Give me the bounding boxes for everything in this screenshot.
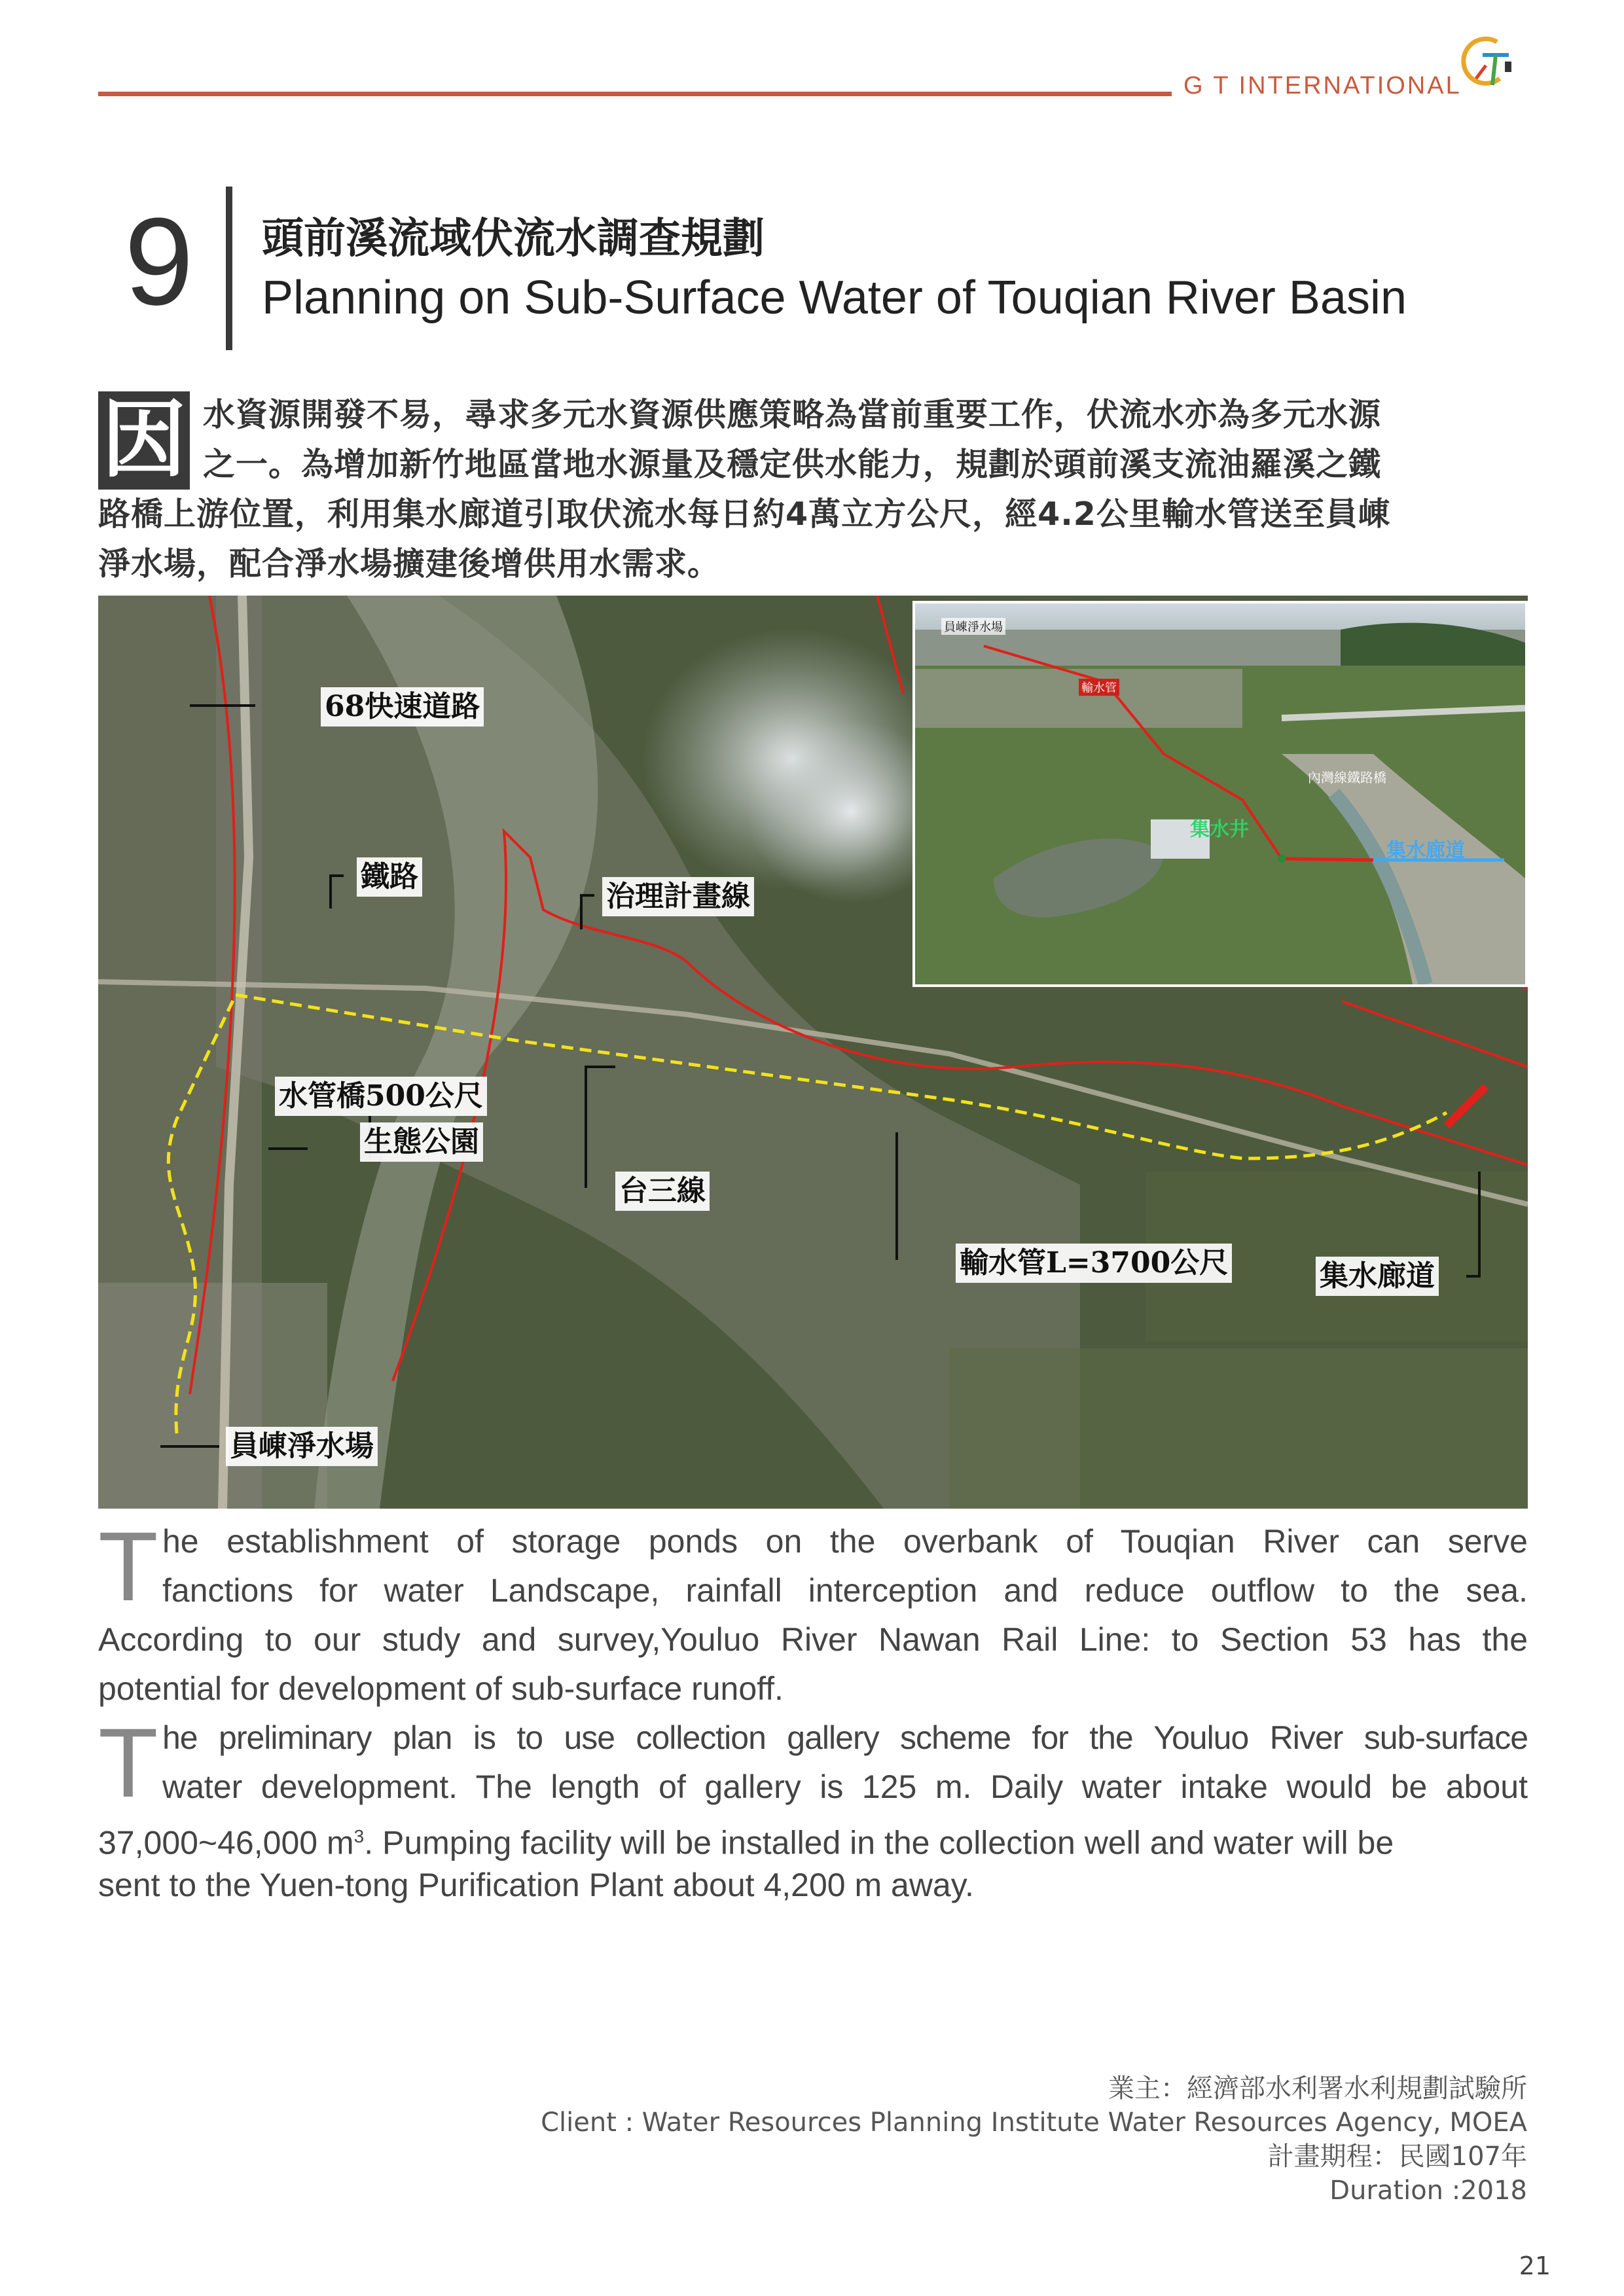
body-en-line: sent to the Yuen-tong Purification Plant about 4,200 m away. — [98, 1867, 974, 1903]
body-en-line: water development. The length of gallery is 125 m. Daily water intake would be about — [162, 1768, 1528, 1805]
label-collection-gallery: 集水廊道 — [1316, 1257, 1439, 1296]
label-railway: 鐵路 — [357, 857, 422, 897]
volume-text: 37,000~46,000 m — [98, 1824, 354, 1861]
label-purification-plant: 員崠淨水場 — [226, 1427, 378, 1466]
client-en: Client : Water Resources Planning Institute Water Resources Agency, MOEA — [541, 2108, 1527, 2138]
body-en-line: potential for development of sub-surface runoff. — [98, 1670, 784, 1707]
label-plan-line: 治理計畫線 — [602, 877, 754, 916]
inset-label-well: 集水井 — [1190, 818, 1249, 841]
dropcap-zh: 因 — [98, 391, 190, 490]
client-zh: 業主：經濟部水利署水利規劃試驗所 — [1108, 2073, 1527, 2104]
brand-name: G T INTERNATIONAL — [1183, 72, 1462, 99]
period-zh: 計畫期程：民國107年 — [1267, 2142, 1527, 2172]
label-route-3: 台三線 — [615, 1172, 710, 1211]
page-number: 21 — [1519, 2251, 1551, 2280]
duration-en: Duration :2018 — [1329, 2176, 1527, 2206]
dropcap-en-1: T — [98, 1511, 158, 1621]
body-en-line: he establishment of storage ponds on the overbank of Touqian River can serve — [162, 1523, 1528, 1560]
inset-label-pipe: 輸水管 — [1079, 679, 1119, 696]
label-eco-park: 生態公園 — [360, 1122, 483, 1162]
label-pipeline: 輸水管L=3700公尺 — [956, 1244, 1232, 1283]
inset-label-rail-bridge: 內灣線鐵路橋 — [1308, 770, 1386, 785]
inset-label-plant: 員崠淨水場 — [941, 618, 1005, 635]
inset-photo-graphic — [915, 603, 1525, 984]
body-en-line — [98, 1812, 1528, 1868]
label-pipe-bridge: 水管橋500公尺 — [275, 1077, 487, 1116]
intro-zh-line: 路橋上游位置，利用集水廊道引取伏流水每日約4萬立方公尺，經4.2公里輸水管送至員崠 — [98, 495, 1391, 533]
intro-zh-line: 之一。為增加新竹地區當地水源量及穩定供水能力，規劃於頭前溪支流油羅溪之鐵 — [203, 446, 1382, 483]
header-rule — [98, 92, 1172, 96]
body-en-line-rest: . Pumping facility will be installed in the collection well and water will be — [364, 1824, 1394, 1861]
section-title-en: Planning on Sub-Surface Water of Touqian River Basin — [262, 272, 1407, 324]
body-en-line: fanctions for water Landscape, rainfall interception and reduce outflow to the sea. — [162, 1572, 1528, 1609]
label-expressway-68: 68快速道路 — [321, 687, 484, 726]
intro-zh-line: 水資源開發不易，尋求多元水資源供應策略為當前重要工作，伏流水亦為多元水源 — [203, 396, 1382, 433]
body-en-line: he preliminary plan is to use collection gallery scheme for the Youluo River sub-surface — [162, 1719, 1528, 1756]
title-divider — [226, 187, 232, 350]
volume-superscript: 3 — [353, 1826, 365, 1846]
inset-label-gallery: 集水廊道 — [1386, 839, 1465, 862]
intro-zh-line: 淨水場，配合淨水場擴建後增供用水需求。 — [98, 545, 721, 583]
dropcap-en-2: T — [98, 1708, 158, 1818]
inset-aerial-photo — [912, 601, 1528, 987]
gt-logo-icon — [1456, 33, 1515, 98]
section-number: 9 — [124, 192, 194, 331]
section-title-zh: 頭前溪流域伏流水調查規劃 — [262, 215, 765, 263]
body-en-line: According to our study and survey,Youluo River Nawan Rail Line: to Section 53 has the — [98, 1621, 1528, 1658]
